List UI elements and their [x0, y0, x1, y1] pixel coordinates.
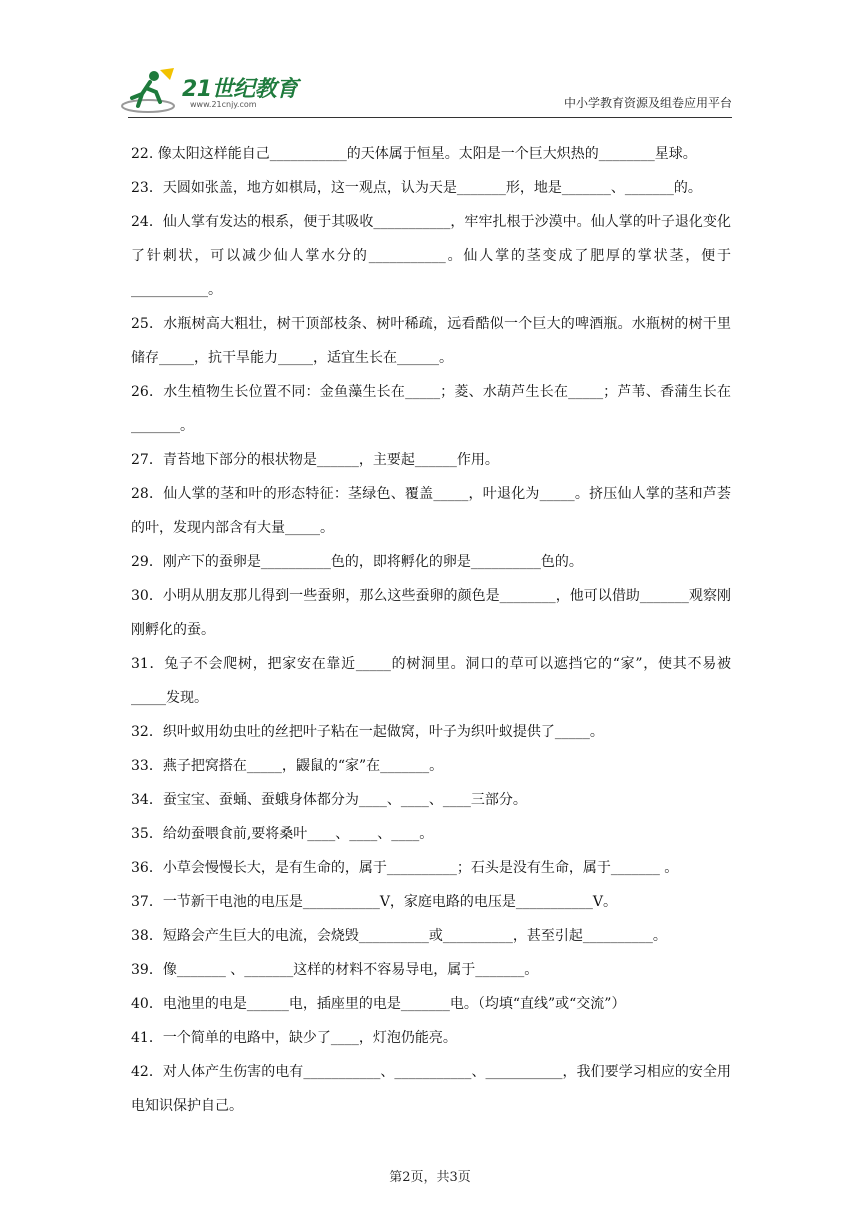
question-list	[131, 137, 731, 1123]
question-41: 41．一个简单的电路中，缺少了____，灯泡仍能亮。	[131, 1030, 457, 1046]
question-28: 28．仙人掌的茎和叶的形态特征：茎绿色、覆盖_____，叶退化为_____。挤压仙人掌的茎和芦荟的叶，发现内部含有大量_____。	[131, 486, 731, 536]
question-39: 39．像_______ 、_______这样的材料不容易导电，属于_______。	[131, 962, 539, 978]
question-31: 31．兔子不会爬树，把家安在靠近_____的树洞里。洞口的草可以遮挡它的“家”，使其不易被_____发现。	[131, 656, 731, 706]
page-header	[120, 64, 732, 116]
logo	[120, 66, 340, 114]
question-36: 36．小草会慢慢长大，是有生命的，属于__________；石头是没有生命，属于_______ 。	[131, 860, 679, 876]
question-27: 27．青苔地下部分的根状物是______，主要起______作用。	[131, 452, 499, 468]
question-29: 29．刚产下的蚕卵是__________色的，即将孵化的卵是__________色的。	[131, 554, 583, 570]
page-number: 第2页，共3页	[389, 1170, 471, 1185]
question-42: 42．对人体产生伤害的电有___________、___________、___________，我们要学习相应的安全用电知识保护自己。	[131, 1064, 731, 1114]
runner-icon	[120, 66, 182, 114]
logo-url: www.21cnjy.com	[190, 100, 257, 109]
question-35: 35．给幼蚕喂食前,要将桑叶____、____、____。	[131, 826, 434, 842]
question-30: 30．小明从朋友那儿得到一些蚕卵，那么这些蚕卵的颜色是________，他可以借助_______观察刚刚孵化的蚕。	[131, 588, 731, 638]
header-divider	[128, 117, 732, 118]
question-32: 32．织叶蚁用幼虫吐的丝把叶子粘在一起做窝，叶子为织叶蚁提供了_____。	[131, 724, 604, 740]
question-34: 34．蚕宝宝、蚕蛹、蚕蛾身体都分为____、____、____三部分。	[131, 792, 527, 808]
question-38: 38．短路会产生巨大的电流，会烧毁__________或__________，甚至引起__________。	[131, 928, 667, 944]
logo-text: 21世纪教育	[182, 77, 298, 102]
question-23: 23．天圆如张盖，地方如棋局，这一观点，认为天是_______形，地是_______、_______的。	[131, 180, 702, 196]
platform-name: 中小学教育资源及组卷应用平台	[563, 96, 732, 110]
question-26: 26．水生植物生长位置不同：金鱼藻生长在_____；菱、水葫芦生长在_____；芦苇、香蒲生长在_______。	[131, 384, 731, 434]
question-22: 22. 像太阳这样能自己___________的天体属于恒星。太阳是一个巨大炽热的________星球。	[131, 146, 697, 162]
question-25: 25．水瓶树高大粗壮，树干顶部枝条、树叶稀疏，远看酷似一个巨大的啤酒瓶。水瓶树的树干里储存_____，抗干旱能力_____，适宜生长在______。	[131, 316, 731, 366]
question-37: 37．一节新干电池的电压是___________V，家庭电路的电压是___________V。	[131, 894, 618, 910]
question-24: 24．仙人掌有发达的根系，便于其吸收___________，牢牢扎根于沙漠中。仙人掌的叶子退化变化了针刺状，可以减少仙人掌水分的___________。仙人掌的茎变成了肥厚的掌状茎，便于___________。	[131, 214, 731, 298]
question-40: 40．电池里的电是______电，插座里的电是_______电。（均填“直线”或“交流”）	[131, 996, 626, 1012]
question-33: 33．燕子把窝搭在_____，鼹鼠的“家”在_______。	[131, 758, 444, 774]
